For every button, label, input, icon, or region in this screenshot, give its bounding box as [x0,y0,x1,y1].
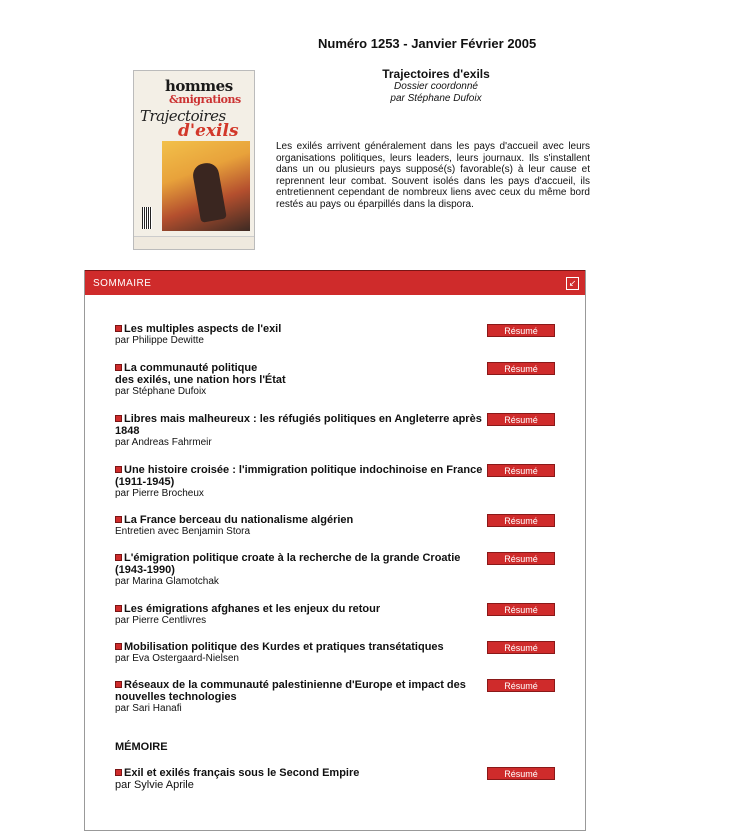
article-item [115,514,485,538]
issue-title: Numéro 1253 - Janvier Février 2005 [318,36,537,51]
article-author: par Andreas Fahrmeir [115,437,212,448]
article-author: par Marina Glamotchak [115,576,219,587]
article-author: par Pierre Centlivres [115,615,207,626]
cover-title-line1: Trajectoires [140,107,226,125]
article-title[interactable]: La France berceau du nationalisme algérien [115,514,485,526]
article-item [115,767,485,791]
resume-button[interactable]: Résumé [487,641,555,654]
article-item [115,362,485,398]
article-title[interactable]: Les émigrations afghanes et les enjeux du retour [115,603,485,615]
sommaire-panel [84,270,586,831]
resume-button[interactable]: Résumé [487,552,555,565]
bullet-icon [115,516,122,523]
dossier-subtitle: Dossier coordonné [394,81,478,92]
article-author: par Pierre Brocheux [115,488,204,499]
dossier-summary: Les exilés arrivent généralement dans les pays d'accueil avec leurs organisations politiques, leurs leaders, leurs journaux. Ils s'installent dans un ou plusieurs pays supposé(s) favorable(s) à leur cause et reprennent leur combat. Souvent isolés dans les pays d'accueil, ils entretiennent cependant de nombreux liens avec ceux du même bord restés au pays ou éparpillés dans la dispora. [276,141,590,210]
sommaire-header [85,270,585,295]
article-item [115,464,485,500]
magazine-cover-image [133,70,255,250]
resume-button[interactable]: Résumé [487,324,555,337]
article-author: par Sari Hanafi [115,703,182,714]
resume-button[interactable]: Résumé [487,767,555,780]
cover-brand-line1: hommes [165,77,233,95]
article-author: par Stéphane Dufoix [115,386,207,397]
sommaire-header-label: SOMMAIRE [93,278,152,289]
bullet-icon [115,415,122,422]
resume-button[interactable]: Résumé [487,464,555,477]
dossier-heading [371,67,501,105]
article-item [115,323,485,347]
expand-icon[interactable]: ↙ [566,277,579,290]
section-memoire-heading: MÉMOIRE [115,741,168,753]
resume-button[interactable]: Résumé [487,603,555,616]
bullet-icon [115,643,122,650]
article-title[interactable]: L'émigration politique croate à la recherche de la grande Croatie (1943-1990) [115,552,461,576]
resume-button[interactable]: Résumé [487,514,555,527]
bullet-icon [115,769,122,776]
cover-footer-strip [134,236,254,249]
cover-brand-line2: &migrations [169,93,241,106]
article-title[interactable]: Une histoire croisée : l'immigration politique indochinoise en France (1911-1945) [115,464,483,488]
article-author: par Sylvie Aprile [115,779,194,791]
resume-button[interactable]: Résumé [487,679,555,692]
bullet-icon [115,364,122,371]
dossier-coordinator: par Stéphane Dufoix [390,93,482,104]
bullet-icon [115,681,122,688]
bullet-icon [115,325,122,332]
barcode-icon [142,207,152,229]
article-item [115,603,485,627]
dossier-title: Trajectoires d'exils [382,67,490,81]
article-author: par Eva Ostergaard-Nielsen [115,653,239,664]
article-title[interactable]: Mobilisation politique des Kurdes et pratiques transétatiques [115,641,485,653]
cover-brand-logo [165,77,241,106]
resume-button[interactable]: Résumé [487,413,555,426]
article-title[interactable]: Les multiples aspects de l'exil [115,323,485,335]
article-title[interactable]: La communauté politique des exilés, une nation hors l'État [115,362,286,386]
article-author: par Philippe Dewitte [115,335,204,346]
bullet-icon [115,554,122,561]
article-title[interactable]: Réseaux de la communauté palestinienne d'Europe et impact des nouvelles technologies [115,679,466,703]
article-author: Entretien avec Benjamin Stora [115,526,251,537]
article-title[interactable]: Exil et exilés français sous le Second Empire [115,767,485,779]
article-item [115,413,485,449]
bullet-icon [115,466,122,473]
article-item [115,552,485,588]
bullet-icon [115,605,122,612]
article-title[interactable]: Libres mais malheureux : les réfugiés politiques en Angleterre après 1848 [115,413,482,437]
cover-title-line2: d'exils [178,121,239,141]
article-item [115,679,485,715]
resume-button[interactable]: Résumé [487,362,555,375]
article-item [115,641,485,665]
